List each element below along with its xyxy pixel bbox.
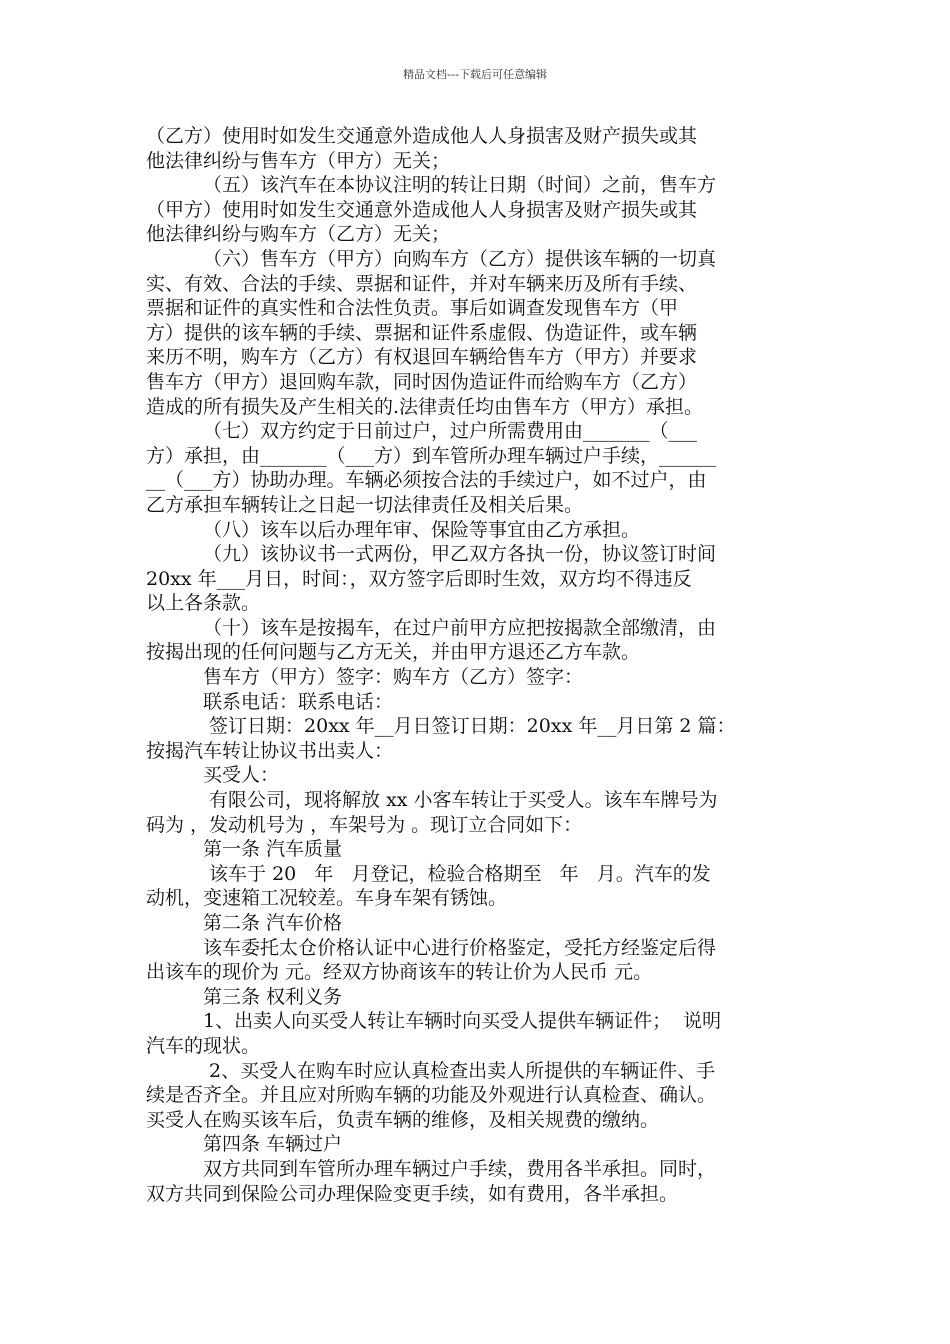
- text-line: 按揭出现的任何问题与乙方无关，并由甲方退还乙方车款。: [146, 641, 641, 664]
- text-line: 汽车的现状。: [146, 1034, 261, 1057]
- text-line: 第二条 汽车价格: [203, 912, 343, 934]
- text-line: 2、买受人在购车时应认真检查出卖人所提供的车辆证件、手: [203, 1059, 716, 1082]
- text-line: 售车方（甲方）退回购车款，同时因伪造证件而给购车方（乙方）: [146, 370, 698, 393]
- text-line: （八）该车以后办理年审、保险等事宜由乙方承担。: [203, 518, 641, 541]
- text-line: 以上各条款。: [146, 592, 261, 615]
- text-line: __（___方）协助办理。车辆必须按合法的手续过户，如不过户，由: [146, 469, 707, 492]
- text-line: （九）该协议书一式两份，甲乙双方各执一份，协议签订时间: [203, 543, 717, 566]
- document-body: [146, 124, 816, 1206]
- page-header: 精品文档---下载后可任意编辑: [403, 68, 547, 81]
- text-line: 有限公司，现将解放 xx 小客车转让于买受人。该车车牌号为: [203, 789, 718, 812]
- text-line: 双方共同到车管所办理车辆过户手续，费用各半承担。同时，: [203, 1157, 717, 1180]
- text-line: 票据和证件的真实性和合法性负责。事后如调查发现售车方（甲: [146, 297, 679, 320]
- text-line: （五）该汽车在本协议注明的转让日期（时间）之前，售车方: [203, 174, 717, 197]
- text-line: 该车委托太仓价格认证中心进行价格鉴定，受托方经鉴定后得: [203, 936, 717, 959]
- text-line: 出该车的现价为 元。经双方协商该车的转让价为人民币 元。: [146, 961, 653, 984]
- text-line: 他法律纠纷与售车方（甲方）无关；: [146, 149, 451, 172]
- text-line: 他法律纠纷与购车方（乙方）无关；: [146, 223, 451, 246]
- text-line: 乙方承担车辆转让之日起一切法律责任及相关后果。: [146, 493, 584, 516]
- text-line: 20xx 年___月日，时间：，双方签字后即时生效，双方均不得违反: [146, 567, 692, 590]
- text-line: 按揭汽车转让协议书出卖人：: [146, 739, 394, 762]
- text-line: （六）售车方（甲方）向购车方（乙方）提供该车辆的一切真: [203, 247, 717, 270]
- text-line: 第一条 汽车质量: [203, 838, 343, 861]
- text-line: 该车于 20 年 月登记，检验合格期至 年 月。汽车的发: [203, 862, 711, 885]
- text-line: 联系电话：联系电话：: [203, 690, 394, 713]
- text-line: 买受人在购买该车后，负责车辆的维修，及相关规费的缴纳。: [146, 1108, 660, 1131]
- text-line: 续是否齐全。并且应对所购车辆的功能及外观进行认真检查、确认。: [146, 1084, 717, 1107]
- text-line: （甲方）使用时如发生交通意外造成他人人身损害及财产损失或其: [146, 198, 698, 221]
- text-line: 双方共同到保险公司办理保险变更手续，如有费用，各半承担。: [146, 1182, 679, 1205]
- text-line: 方）承担，由_______（___方）到车管所办理车辆过户手续，______: [146, 444, 717, 467]
- text-line: 签订日期：20xx 年__月日签订日期：20xx 年__月日第 2 篇：: [203, 715, 736, 738]
- text-line: 第三条 权利义务: [203, 985, 343, 1008]
- text-line: 码为 ，发动机号为 ，车架号为 。现订立合同如下：: [146, 813, 583, 836]
- text-line: （乙方）使用时如发生交通意外造成他人人身损害及财产损失或其: [146, 125, 698, 147]
- text-line: 售车方（甲方）签字：购车方（乙方）签字：: [203, 666, 584, 689]
- text-line: 来历不明，购车方（乙方）有权退回车辆给售车方（甲方）并要求: [146, 346, 698, 369]
- text-line: （十）该车是按揭车，在过户前甲方应把按揭款全部缴清，由: [203, 616, 717, 639]
- text-line: 买受人：: [203, 764, 280, 787]
- text-line: 实、有效、合法的手续、票据和证件，并对车辆来历及所有手续、: [146, 272, 698, 295]
- text-line: 动机，变速箱工况较差。车身车架有锈蚀。: [146, 887, 508, 910]
- text-line: （七）双方约定于日前过户，过户所需费用由_______（___: [203, 420, 698, 443]
- text-line: 1、出卖人向买受人转让车辆时向买受人提供车辆证件； 说明: [203, 1010, 722, 1033]
- text-line: 造成的所有损失及产生相关的.法律责任均由售车方（甲方）承担。: [146, 395, 704, 418]
- text-line: 第四条 车辆过户: [203, 1133, 343, 1156]
- text-line: 方）提供的该车辆的手续、票据和证件系虚假、伪造证件，或车辆: [146, 321, 698, 344]
